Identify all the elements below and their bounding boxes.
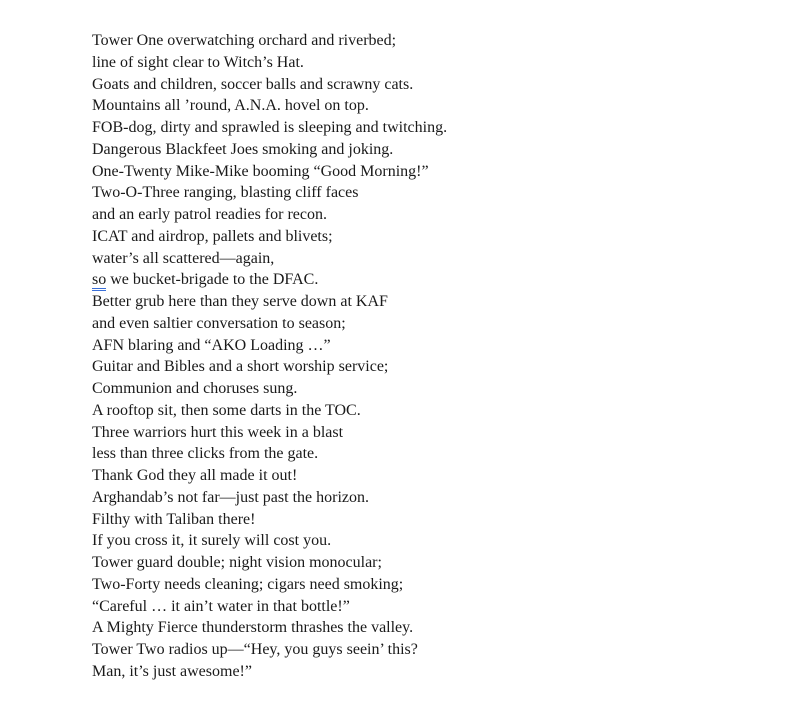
poem-line: Two-O-Three ranging, blasting cliff faces (92, 184, 359, 202)
poem-line: A rooftop sit, then some darts in the TOC. (92, 401, 361, 419)
poem-line: Goats and children, soccer balls and scrawny cats. (92, 75, 414, 93)
poem-line: and an early patrol readies for recon. (92, 206, 327, 223)
poem-line: A Mighty Fierce thunderstorm thrashes the valley. (92, 619, 414, 637)
poem-line: Two-Forty needs cleaning; cigars need smoking; (92, 575, 404, 593)
poem-line: Communion and choruses sung. (92, 380, 298, 397)
poem-line: line of sight clear to Witch’s Hat. (92, 53, 304, 71)
poem-line: Three warriors hurt this week in a blast (92, 423, 344, 441)
poem-line: Tower One overwatching orchard and riverbed; (92, 32, 397, 49)
poem-body (92, 30, 447, 683)
poem-line: water’s all scattered—again, (92, 249, 275, 267)
poem-line (92, 269, 447, 291)
poem-line: Guitar and Bibles and a short worship service; (92, 358, 389, 376)
poem-line: Better grub here than they serve down at KAF (92, 293, 388, 310)
poem-line: Tower Two radios up—“Hey, you guys seein’ this? (92, 641, 418, 658)
poem-line: One-Twenty Mike-Mike booming “Good Morning!” (92, 162, 429, 180)
poem-line: “Careful … it ain’t water in that bottle!” (92, 597, 350, 615)
poem-line: Dangerous Blackfeet Joes smoking and joking. (92, 140, 394, 158)
poem-line: Mountains all ’round, A.N.A. hovel on top. (92, 97, 369, 115)
poem-line: Thank God they all made it out! (92, 467, 298, 484)
poem-line: Arghandab’s not far—just past the horizon. (92, 488, 369, 506)
poem-line: If you cross it, it surely will cost you. (92, 532, 332, 550)
poem-line: Man, it’s just awesome!” (92, 662, 252, 680)
poem-line: ICAT and airdrop, pallets and blivets; (92, 227, 333, 245)
line-text: we bucket-brigade to the DFAC. (106, 271, 319, 289)
poem-line: and even saltier conversation to season; (92, 314, 346, 332)
poem-line: Filthy with Taliban there! (92, 510, 256, 528)
poem-line: Tower guard double; night vision monocular; (92, 554, 382, 571)
poem-line: FOB-dog, dirty and sprawled is sleeping and twitching. (92, 119, 448, 136)
grammar-flagged-word[interactable]: so (92, 271, 106, 291)
poem-line: less than three clicks from the gate. (92, 445, 319, 463)
poem-line: AFN blaring and “AKO Loading …” (92, 336, 331, 354)
